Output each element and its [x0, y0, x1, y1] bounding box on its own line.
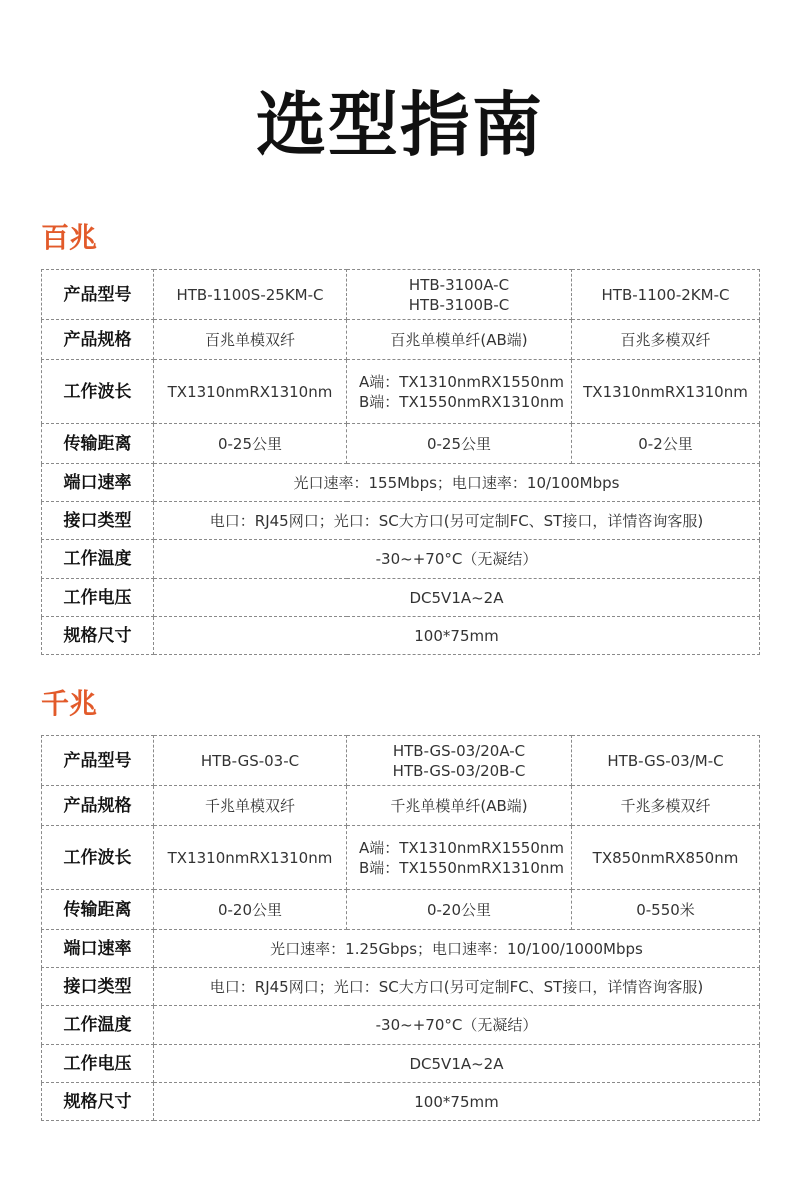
- distance-cell: 0-25公里: [347, 424, 572, 464]
- model-cell: HTB-GS-03/20A-C HTB-GS-03/20B-C: [347, 736, 572, 786]
- model-cell: HTB-GS-03-C: [154, 736, 347, 786]
- row-label: 产品规格: [42, 320, 154, 360]
- wavelength-cell: TX1310nmRX1310nm: [154, 826, 347, 890]
- wavelength-cell: A端：TX1310nmRX1550nm B端：TX1550nmRX1310nm: [347, 360, 572, 424]
- temperature-cell: -30~+70°C（无凝结）: [154, 1006, 760, 1045]
- distance-cell: 0-25公里: [154, 424, 347, 464]
- wavelength-cell: TX850nmRX850nm: [572, 826, 760, 890]
- table-row-wavelength: [42, 360, 760, 424]
- table-row-temperature: [42, 540, 760, 579]
- row-label: 工作电压: [42, 1045, 154, 1083]
- model-cell: HTB-1100S-25KM-C: [154, 270, 347, 320]
- interface-cell: 电口：RJ45网口；光口：SC大方口(另可定制FC、ST接口，详情咨询客服): [154, 502, 760, 540]
- model-cell: HTB-3100A-C HTB-3100B-C: [347, 270, 572, 320]
- voltage-cell: DC5V1A~2A: [154, 579, 760, 617]
- model-cell: HTB-GS-03/M-C: [572, 736, 760, 786]
- row-label: 工作电压: [42, 579, 154, 617]
- table-row-size: [42, 617, 760, 655]
- table-row-spec: [42, 320, 760, 360]
- distance-cell: 0-2公里: [572, 424, 760, 464]
- table-row-port-speed: [42, 930, 760, 968]
- table-row-voltage: [42, 579, 760, 617]
- section-title-1000m: 千兆: [41, 687, 98, 720]
- spec-cell: 千兆单模双纤: [154, 786, 347, 826]
- row-label: 传输距离: [42, 890, 154, 930]
- table-row-port-speed: [42, 464, 760, 502]
- page-title: 选型指南: [256, 84, 544, 166]
- size-cell: 100*75mm: [154, 1083, 760, 1121]
- spec-table-1000m: [41, 735, 760, 1121]
- row-label: 产品型号: [42, 736, 154, 786]
- row-label: 工作波长: [42, 360, 154, 424]
- spec-cell: 百兆单模双纤: [154, 320, 347, 360]
- table-row-interface: [42, 502, 760, 540]
- interface-cell: 电口：RJ45网口；光口：SC大方口(另可定制FC、ST接口，详情咨询客服): [154, 968, 760, 1006]
- row-label: 接口类型: [42, 968, 154, 1006]
- row-label: 端口速率: [42, 930, 154, 968]
- voltage-cell: DC5V1A~2A: [154, 1045, 760, 1083]
- row-label: 传输距离: [42, 424, 154, 464]
- distance-cell: 0-20公里: [347, 890, 572, 930]
- table-row-interface: [42, 968, 760, 1006]
- row-label: 规格尺寸: [42, 1083, 154, 1121]
- row-label: 规格尺寸: [42, 617, 154, 655]
- port-speed-cell: 光口速率：155Mbps；电口速率：10/100Mbps: [154, 464, 760, 502]
- table-row-temperature: [42, 1006, 760, 1045]
- spec-cell: 百兆单模单纤(AB端): [347, 320, 572, 360]
- wavelength-cell: TX1310nmRX1310nm: [572, 360, 760, 424]
- row-label: 接口类型: [42, 502, 154, 540]
- table-row-spec: [42, 786, 760, 826]
- table-row-distance: [42, 890, 760, 930]
- row-label: 产品型号: [42, 270, 154, 320]
- table-row-size: [42, 1083, 760, 1121]
- spec-cell: 千兆多模双纤: [572, 786, 760, 826]
- row-label: 端口速率: [42, 464, 154, 502]
- spec-cell: 百兆多模双纤: [572, 320, 760, 360]
- row-label: 产品规格: [42, 786, 154, 826]
- distance-cell: 0-550米: [572, 890, 760, 930]
- port-speed-cell: 光口速率：1.25Gbps；电口速率：10/100/1000Mbps: [154, 930, 760, 968]
- wavelength-cell: TX1310nmRX1310nm: [154, 360, 347, 424]
- table-row-distance: [42, 424, 760, 464]
- spec-cell: 千兆单模单纤(AB端): [347, 786, 572, 826]
- size-cell: 100*75mm: [154, 617, 760, 655]
- wavelength-cell: A端：TX1310nmRX1550nm B端：TX1550nmRX1310nm: [347, 826, 572, 890]
- row-label: 工作波长: [42, 826, 154, 890]
- model-cell: HTB-1100-2KM-C: [572, 270, 760, 320]
- table-row-voltage: [42, 1045, 760, 1083]
- temperature-cell: -30~+70°C（无凝结）: [154, 540, 760, 579]
- spec-table-100m: [41, 269, 760, 655]
- table-row-model: [42, 736, 760, 786]
- distance-cell: 0-20公里: [154, 890, 347, 930]
- section-title-100m: 百兆: [41, 221, 98, 254]
- table-row-model: [42, 270, 760, 320]
- table-row-wavelength: [42, 826, 760, 890]
- row-label: 工作温度: [42, 540, 154, 579]
- row-label: 工作温度: [42, 1006, 154, 1045]
